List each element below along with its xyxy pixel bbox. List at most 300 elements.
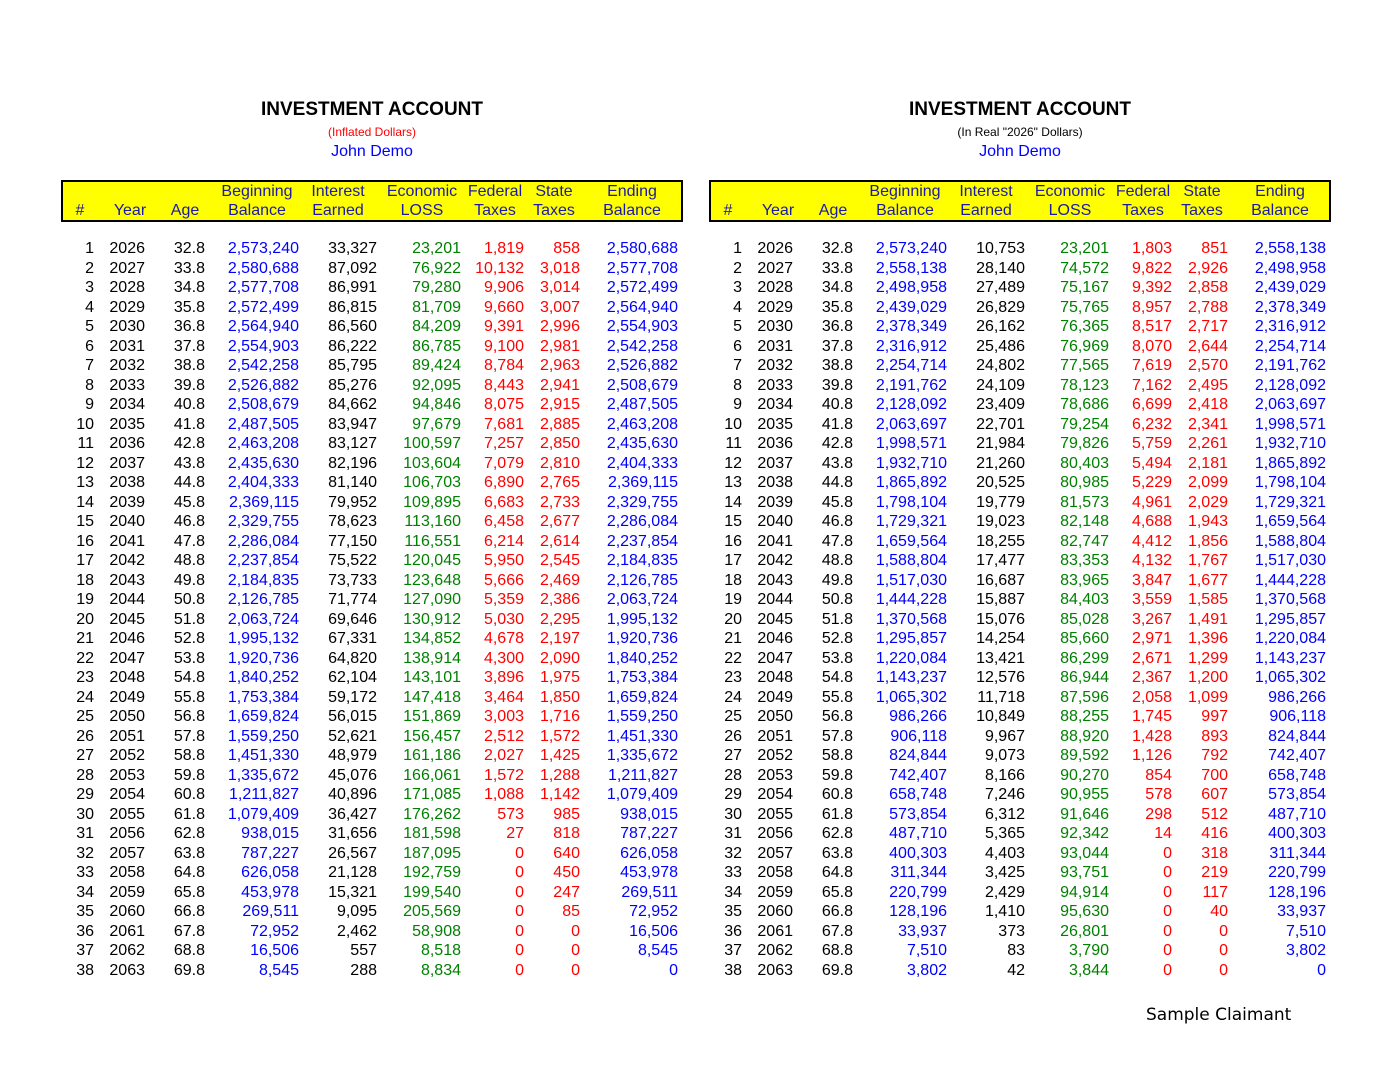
cell-year: 2031 [757,337,793,355]
cell-begin: 2,564,940 [227,318,299,335]
cell-begin: 1,588,804 [875,552,947,569]
cell-n: 7 [733,357,742,374]
cell-interest: 81,140 [328,474,377,491]
cell-begin: 986,266 [889,708,947,725]
cell-interest: 6,312 [984,805,1025,823]
cell-loss: 171,085 [403,786,461,803]
cell-n: 6 [733,337,742,355]
cell-state: 2,029 [1187,493,1228,511]
cell-n: 18 [76,571,94,589]
cell-age: 39.8 [173,376,205,394]
cell-loss: 88,255 [1060,708,1109,725]
cell-interest: 26,567 [328,844,377,862]
cell-end: 986,266 [1268,688,1326,706]
cell-age: 49.8 [173,571,205,589]
cell-year: 2054 [109,786,145,803]
cell-interest: 18,255 [976,532,1025,550]
cell-n: 25 [76,708,94,725]
cell-loss: 161,186 [403,747,461,764]
cell-loss: 166,061 [403,766,461,784]
cell-begin: 2,254,714 [875,357,947,374]
cell-fed: 9,822 [1131,259,1172,277]
cell-state: 792 [1201,747,1228,764]
cell-begin: 1,295,857 [875,630,947,647]
cell-fed: 2,367 [1131,669,1172,686]
cell-age: 69.8 [821,961,853,979]
cell-loss: 120,045 [403,552,461,569]
cell-loss: 79,280 [412,279,461,296]
cell-end: 1,143,237 [1254,649,1326,667]
cell-end: 1,932,710 [1254,435,1326,452]
cell-interest: 3,425 [984,864,1025,881]
column-header-interest: Interest Earned [311,183,365,219]
cell-fed: 1,126 [1131,747,1172,764]
cell-state: 2,810 [539,454,580,472]
cell-interest: 71,774 [328,591,377,608]
cell-state: 2,181 [1187,454,1228,472]
table-row [61,434,683,454]
cell-age: 46.8 [821,513,853,530]
cell-begin: 2,526,882 [227,376,299,394]
cell-n: 27 [724,747,742,764]
cell-begin: 1,753,384 [227,688,299,706]
cell-age: 54.8 [821,669,853,686]
cell-begin: 1,444,228 [875,591,947,608]
cell-age: 65.8 [821,883,853,901]
cell-fed: 8,075 [483,396,524,413]
cell-fed: 854 [1145,766,1172,784]
cell-state: 2,858 [1187,279,1228,296]
cell-age: 69.8 [173,961,205,979]
cell-begin: 1,998,571 [875,435,947,452]
cell-fed: 0 [1163,942,1172,959]
cell-loss: 82,747 [1060,532,1109,550]
cell-n: 22 [724,649,742,667]
cell-fed: 4,688 [1131,513,1172,530]
table-row [709,824,1331,844]
cell-age: 40.8 [821,396,853,413]
cell-fed: 0 [1163,961,1172,979]
cell-year: 2029 [757,298,793,316]
cell-interest: 25,486 [976,337,1025,355]
cell-end: 573,854 [1268,786,1326,803]
cell-age: 64.8 [173,864,205,881]
cell-begin: 1,065,302 [875,688,947,706]
cell-begin: 2,573,240 [227,240,299,257]
cell-end: 1,995,132 [606,610,678,628]
cell-begin: 573,854 [889,805,947,823]
cell-interest: 21,984 [976,435,1025,452]
cell-begin: 1,840,252 [227,669,299,686]
cell-fed: 27 [506,825,524,842]
cell-end: 1,588,804 [1254,532,1326,550]
cell-interest: 13,421 [976,649,1025,667]
cell-end: 658,748 [1268,766,1326,784]
cell-interest: 10,753 [976,240,1025,257]
cell-state: 2,197 [539,630,580,647]
cell-n: 34 [724,883,742,901]
cell-age: 44.8 [821,474,853,491]
cell-age: 57.8 [173,727,205,745]
table-title: INVESTMENT ACCOUNT [908,99,1132,120]
cell-year: 2058 [109,864,145,881]
cell-begin: 742,407 [889,766,947,784]
cell-age: 54.8 [173,669,205,686]
cell-end: 1,220,084 [1254,630,1326,647]
cell-age: 68.8 [173,942,205,959]
footer-label: Sample Claimant [1146,1005,1292,1025]
cell-n: 7 [85,357,94,374]
cell-age: 63.8 [821,844,853,862]
cell-state: 2,418 [1187,396,1228,413]
cell-state: 1,850 [539,688,580,706]
cell-fed: 0 [1163,844,1172,862]
cell-begin: 1,211,827 [229,786,299,803]
cell-end: 787,227 [620,825,678,842]
cell-age: 45.8 [173,493,205,511]
cell-year: 2055 [109,805,145,823]
cell-end: 2,184,835 [606,552,678,569]
cell-interest: 84,662 [328,396,377,413]
cell-year: 2061 [109,922,145,940]
cell-begin: 2,542,258 [227,357,299,374]
cell-year: 2055 [757,805,793,823]
cell-begin: 2,184,835 [227,571,299,589]
cell-begin: 626,058 [241,864,299,881]
cell-n: 16 [724,532,742,550]
cell-state: 0 [571,961,580,979]
cell-n: 33 [76,864,94,881]
cell-year: 2050 [757,708,793,725]
cell-end: 2,564,940 [606,298,678,316]
cell-loss: 58,908 [412,922,461,940]
cell-end: 2,128,092 [1254,376,1326,394]
cell-n: 26 [76,727,94,745]
cell-year: 2038 [109,474,145,491]
cell-state: 3,014 [539,279,580,296]
cell-interest: 11,718 [977,688,1025,706]
cell-interest: 56,015 [328,708,377,725]
cell-age: 46.8 [173,513,205,530]
cell-fed: 7,162 [1131,376,1172,394]
cell-year: 2057 [109,844,145,862]
table-row [709,863,1331,883]
cell-fed: 0 [515,903,524,920]
column-header-bar [709,180,1331,222]
cell-end: 0 [1317,961,1326,979]
cell-fed: 0 [515,844,524,862]
cell-begin: 16,506 [250,942,299,959]
cell-age: 41.8 [173,415,205,433]
cell-state: 1,767 [1187,552,1228,569]
cell-year: 2041 [109,532,145,550]
cell-begin: 787,227 [241,844,299,862]
cell-year: 2045 [757,610,793,628]
cell-fed: 7,257 [483,435,524,452]
cell-state: 40 [1210,903,1228,920]
cell-end: 2,237,854 [606,532,678,550]
cell-fed: 0 [515,961,524,979]
cell-age: 66.8 [173,903,205,920]
cell-begin: 2,191,762 [875,376,947,394]
table-row [61,376,683,396]
cell-year: 2039 [757,493,793,511]
table-row [61,668,683,688]
cell-interest: 27,489 [976,279,1025,296]
cell-interest: 22,701 [976,415,1025,433]
cell-end: 1,079,409 [606,786,678,803]
table-row [61,824,683,844]
column-header-fed: Federal Taxes [467,183,523,219]
cell-loss: 93,044 [1060,844,1109,862]
cell-state: 1,099 [1187,688,1228,706]
cell-year: 2028 [757,279,793,296]
cell-n: 22 [76,649,94,667]
cell-interest: 19,023 [976,513,1025,530]
cell-year: 2049 [757,688,793,706]
cell-age: 33.8 [173,259,205,277]
cell-n: 12 [724,454,742,472]
table-row [709,649,1331,669]
cell-interest: 7,246 [984,786,1025,803]
cell-year: 2063 [757,961,793,979]
cell-fed: 6,890 [483,474,524,491]
cell-n: 11 [77,435,94,452]
cell-n: 29 [76,786,94,803]
cell-interest: 31,656 [328,825,377,842]
cell-age: 58.8 [173,747,205,764]
cell-fed: 8,784 [483,357,524,374]
cell-state: 2,981 [539,337,580,355]
cell-state: 247 [553,883,580,901]
table-row [709,668,1331,688]
cell-begin: 220,799 [889,883,947,901]
cell-end: 1,517,030 [1254,552,1326,569]
cell-fed: 3,559 [1131,591,1172,608]
cell-begin: 487,710 [889,825,947,842]
cell-loss: 106,703 [403,474,461,491]
cell-fed: 6,458 [483,513,524,530]
cell-age: 61.8 [173,805,205,823]
table-row [61,883,683,903]
table-row [61,805,683,825]
table-row [61,571,683,591]
cell-age: 48.8 [821,552,853,569]
cell-loss: 123,648 [403,571,461,589]
cell-fed: 3,847 [1131,571,1172,589]
cell-fed: 0 [515,922,524,940]
cell-fed: 6,232 [1131,415,1172,433]
cell-fed: 9,906 [483,279,524,296]
cell-year: 2059 [109,883,145,901]
cell-age: 47.8 [821,532,853,550]
cell-n: 2 [85,259,94,277]
cell-state: 0 [1219,942,1228,959]
cell-end: 2,542,258 [606,337,678,355]
cell-n: 29 [724,786,742,803]
cell-interest: 52,621 [328,727,377,745]
cell-loss: 81,709 [412,298,461,316]
cell-fed: 0 [1163,864,1172,881]
cell-begin: 1,220,084 [875,649,947,667]
table-row [709,298,1331,318]
cell-loss: 116,551 [404,532,461,550]
cell-state: 2,644 [1187,337,1228,355]
cell-n: 2 [733,259,742,277]
cell-age: 41.8 [821,415,853,433]
cell-year: 2048 [757,669,793,686]
cell-loss: 88,920 [1060,727,1109,745]
cell-fed: 4,678 [483,630,524,647]
cell-loss: 86,785 [412,337,461,355]
table-title: INVESTMENT ACCOUNT [260,99,484,120]
cell-n: 20 [724,610,742,628]
cell-interest: 15,076 [976,610,1025,628]
cell-loss: 76,365 [1060,318,1109,335]
cell-begin: 3,802 [906,961,947,979]
cell-year: 2043 [757,571,793,589]
cell-loss: 187,095 [403,844,461,862]
cell-state: 219 [1201,864,1228,881]
cell-begin: 938,015 [241,825,299,842]
cell-end: 2,329,755 [606,493,678,511]
cell-state: 2,765 [539,474,580,491]
table-row [709,785,1331,805]
table-row [61,746,683,766]
cell-interest: 9,095 [336,903,377,920]
cell-age: 61.8 [821,805,853,823]
cell-state: 607 [1201,786,1228,803]
cell-loss: 80,403 [1060,454,1109,472]
table-row [709,434,1331,454]
table-body [709,239,1331,980]
cell-n: 5 [85,318,94,335]
cell-n: 13 [724,474,742,491]
cell-year: 2058 [757,864,793,881]
cell-loss: 97,679 [412,415,461,433]
cell-loss: 87,596 [1060,688,1109,706]
column-header-fed: Federal Taxes [1115,183,1171,219]
cell-age: 66.8 [821,903,853,920]
cell-loss: 79,826 [1060,435,1109,452]
cell-n: 21 [76,630,94,647]
table-row [61,649,683,669]
cell-year: 2036 [757,435,793,452]
cell-year: 2039 [109,493,145,511]
cell-n: 9 [733,396,742,413]
cell-begin: 2,463,208 [227,435,299,452]
cell-state: 2,614 [539,532,580,550]
cell-age: 45.8 [821,493,853,511]
cell-fed: 0 [1163,903,1172,920]
cell-begin: 2,572,499 [227,298,299,316]
cell-end: 269,511 [621,883,678,901]
cell-end: 400,303 [1268,825,1326,842]
cell-n: 32 [76,844,94,862]
cell-year: 2034 [109,396,145,413]
cell-begin: 2,369,115 [229,493,299,511]
cell-end: 72,952 [629,903,678,920]
column-header-end: Ending Balance [603,183,661,219]
cell-begin: 2,577,708 [227,279,299,296]
cell-n: 13 [76,474,94,491]
cell-interest: 64,820 [328,649,377,667]
cell-end: 1,920,736 [606,630,678,647]
cell-age: 65.8 [173,883,205,901]
cell-interest: 15,887 [976,591,1025,608]
cell-state: 1,396 [1187,630,1228,647]
cell-end: 2,554,903 [606,318,678,335]
cell-interest: 86,991 [328,279,377,296]
cell-year: 2032 [757,357,793,374]
cell-n: 37 [76,942,94,959]
cell-interest: 26,162 [976,318,1025,335]
cell-interest: 86,815 [328,298,377,316]
cell-loss: 76,922 [412,259,461,277]
cell-end: 2,526,882 [606,357,678,374]
table-row [61,727,683,747]
cell-year: 2042 [109,552,145,569]
cell-age: 36.8 [173,318,205,335]
cell-loss: 89,592 [1060,747,1109,764]
cell-interest: 4,403 [984,844,1025,862]
cell-begin: 2,063,697 [875,415,947,433]
cell-age: 58.8 [821,747,853,764]
cell-year: 2035 [757,415,793,433]
cell-end: 453,978 [620,864,678,881]
cell-state: 3,018 [539,259,580,277]
cell-loss: 92,342 [1060,825,1109,842]
column-header-state: State Taxes [533,183,575,219]
cell-begin: 2,063,724 [227,610,299,628]
cell-year: 2049 [109,688,145,706]
cell-fed: 1,428 [1131,727,1172,745]
cell-fed: 1,572 [483,766,524,784]
cell-loss: 176,262 [403,805,461,823]
cell-fed: 0 [515,942,524,959]
cell-end: 1,444,228 [1254,571,1326,589]
cell-interest: 10,849 [976,708,1025,725]
cell-fed: 9,660 [483,298,524,316]
cell-n: 5 [733,318,742,335]
table-row [61,707,683,727]
cell-year: 2057 [757,844,793,862]
cell-n: 1 [85,240,94,257]
cell-loss: 199,540 [403,883,461,901]
cell-state: 1,491 [1187,610,1228,628]
cell-fed: 4,961 [1131,493,1172,511]
cell-fed: 1,819 [483,240,524,257]
cell-age: 60.8 [173,786,205,803]
cell-begin: 400,303 [889,844,947,862]
table-row [61,395,683,415]
cell-fed: 2,671 [1131,649,1172,667]
cell-loss: 76,969 [1060,337,1109,355]
cell-interest: 28,140 [976,259,1025,277]
table-row [709,395,1331,415]
cell-state: 700 [1201,766,1228,784]
cell-loss: 86,944 [1060,669,1109,686]
cell-end: 1,559,250 [606,708,678,725]
cell-end: 1,295,857 [1254,610,1326,628]
cell-fed: 6,214 [483,532,524,550]
cell-year: 2037 [757,454,793,472]
cell-loss: 113,160 [404,513,461,530]
cell-interest: 21,128 [328,864,377,881]
cell-loss: 93,751 [1060,864,1109,881]
cell-age: 38.8 [821,357,853,374]
cell-fed: 9,392 [1131,279,1172,296]
